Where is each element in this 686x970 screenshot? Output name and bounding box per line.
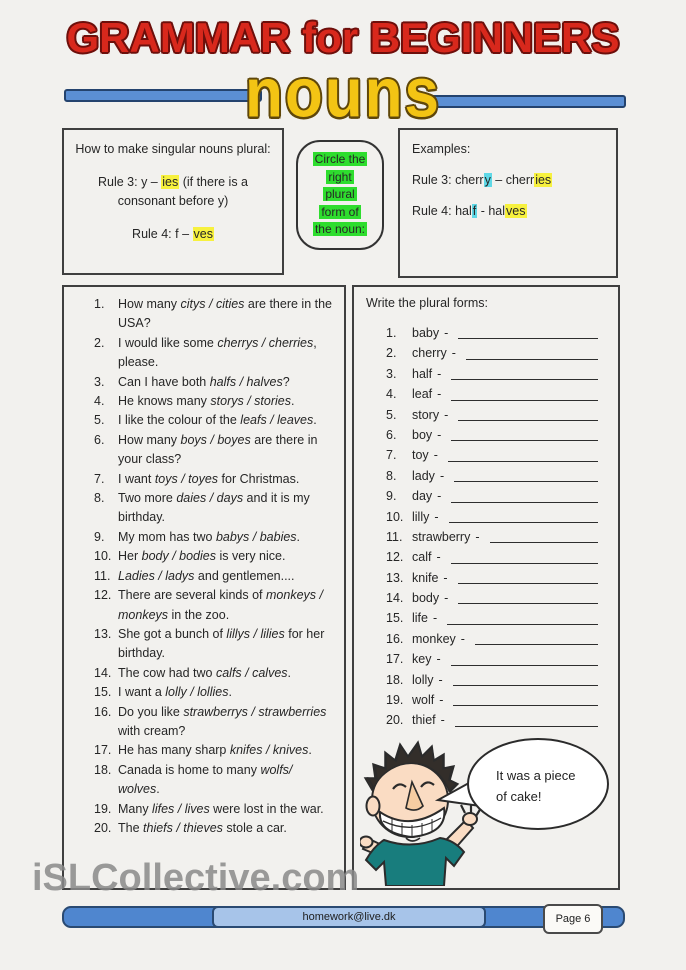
- item-after: for Christmas.: [218, 471, 300, 486]
- singular-word: lolly: [412, 672, 434, 687]
- item-number: 9.: [94, 529, 105, 544]
- item-after: .: [290, 394, 295, 409]
- dash-separator: -: [475, 529, 480, 544]
- exercise2-item: [386, 710, 606, 730]
- item-number: 2.: [94, 335, 105, 350]
- item-text: [118, 664, 291, 683]
- choice-pair: leafs / leaves: [240, 413, 314, 428]
- dash-separator: -: [444, 591, 449, 606]
- answer-blank: [447, 624, 598, 625]
- item-text: [118, 528, 300, 547]
- singular-word: toy: [412, 448, 429, 463]
- dash-separator: -: [432, 611, 438, 626]
- item-number: 12.: [94, 588, 112, 603]
- choice-pair: toys / toyes: [154, 471, 219, 486]
- item-text: [118, 761, 336, 800]
- answer-blank: [451, 563, 598, 564]
- item-number: 12.: [386, 550, 404, 565]
- exercise2-item: [386, 384, 606, 404]
- instruction-text: right: [328, 169, 352, 184]
- exercise1-item: [94, 703, 336, 742]
- singular-word: life: [412, 611, 428, 626]
- choice-pair: strawberrys / strawberries: [183, 704, 327, 719]
- answer-blank: [458, 603, 598, 604]
- instruction-text: form of: [321, 204, 359, 219]
- item-number: 7.: [94, 471, 105, 486]
- item-text: [118, 800, 324, 819]
- dash-separator: -: [439, 693, 444, 708]
- item-after: and it is my birthday.: [118, 491, 310, 525]
- choice-pair: thiefs / thieves: [143, 820, 223, 835]
- page-title: GRAMMAR for BEGINNERS: [66, 14, 620, 61]
- item-number: 17.: [94, 743, 112, 758]
- singular-word: body: [412, 591, 440, 606]
- item-after: and gentlemen....: [194, 568, 295, 583]
- answer-blank: [458, 583, 598, 584]
- answer-blank: [451, 502, 598, 503]
- choice-pair: lifes / lives: [152, 801, 210, 816]
- choice-pair: calfs / calves: [215, 665, 288, 680]
- item-number: 5.: [386, 407, 397, 422]
- exercise2-item: [386, 629, 606, 649]
- item-text: [118, 392, 294, 411]
- exercise2-item: [386, 445, 606, 465]
- example3-yellow: ies: [535, 173, 552, 187]
- item-after: ?: [282, 374, 290, 389]
- answer-blank: [490, 542, 598, 543]
- choice-pair: body / bodies: [141, 549, 216, 564]
- item-number: 20.: [386, 713, 404, 728]
- exercise1-item: [94, 547, 336, 566]
- exercise2-item: [386, 486, 606, 506]
- item-text: [118, 683, 232, 702]
- item-number: 8.: [386, 468, 397, 483]
- dash-separator: -: [460, 631, 465, 646]
- answer-blank: [453, 705, 598, 706]
- exercise1-item: [94, 761, 336, 800]
- singular-word: key: [412, 652, 432, 667]
- dash-separator: -: [434, 509, 439, 524]
- exercise1-item: [94, 470, 336, 489]
- answer-blank: [453, 685, 598, 686]
- choice-pair: boys / boyes: [180, 432, 251, 447]
- footer-email: homework@live.dk: [212, 906, 486, 928]
- dash-separator: -: [440, 713, 445, 728]
- item-after: in the zoo.: [168, 607, 230, 622]
- item-before: I like the colour of the: [118, 413, 241, 428]
- answer-blank: [448, 461, 598, 462]
- singular-word: cherry: [412, 346, 447, 361]
- example4-mid: - hal: [477, 204, 506, 218]
- item-number: 18.: [386, 672, 404, 687]
- answer-blank: [458, 338, 598, 339]
- item-number: 10.: [94, 549, 112, 564]
- choice-pair: wolfs/ wolves: [118, 762, 293, 797]
- item-before: Many: [118, 801, 153, 816]
- item-text: [118, 411, 317, 430]
- exercise1-item: [94, 741, 336, 760]
- exercise1-item: [94, 800, 336, 819]
- item-after: .: [296, 529, 301, 544]
- item-text: [118, 741, 312, 760]
- exercise2-list: [366, 323, 606, 731]
- item-number: 8.: [94, 491, 105, 506]
- instruction-line: [298, 169, 382, 187]
- item-before: Can I have both: [118, 374, 210, 389]
- exercise2-item: [386, 588, 606, 608]
- dash-separator: -: [444, 407, 449, 422]
- rule3-line: [72, 173, 274, 211]
- item-after: .: [308, 743, 312, 758]
- item-after: are there in your class?: [118, 432, 318, 467]
- item-text: [118, 547, 285, 566]
- dash-separator: -: [437, 366, 442, 381]
- instruction-line: [298, 151, 382, 169]
- item-after: .: [228, 685, 232, 700]
- speech-line2: of cake!: [496, 789, 542, 804]
- exercise2-item: [386, 466, 606, 486]
- instruction-line: [298, 221, 382, 239]
- example4-cyan: f: [472, 204, 477, 218]
- item-number: 15.: [94, 685, 112, 700]
- dash-separator: -: [444, 325, 449, 340]
- item-before: Her: [118, 549, 142, 564]
- instruction-text: the noun:: [314, 222, 366, 236]
- item-text: [118, 431, 336, 470]
- exercise1-item: [94, 373, 336, 392]
- exercise1-item: [94, 392, 336, 411]
- answer-blank: [451, 665, 598, 666]
- item-after: .: [287, 665, 292, 680]
- choice-pair: Ladies / ladys: [118, 568, 195, 583]
- page-number-badge: Page 6: [543, 904, 603, 934]
- choice-pair: halfs / halves: [209, 374, 283, 389]
- example3-mid: – cherr: [491, 173, 535, 187]
- exercise1-item: [94, 528, 336, 547]
- singular-word: lilly: [412, 509, 430, 524]
- item-before: There are several kinds of: [118, 588, 266, 603]
- answer-blank: [454, 481, 598, 482]
- exercise1-item: [94, 411, 336, 430]
- dash-separator: -: [436, 550, 441, 565]
- rule3-highlight: ies: [162, 175, 179, 189]
- item-number: 13.: [94, 626, 112, 641]
- item-text: [118, 819, 287, 838]
- item-number: 4.: [94, 394, 105, 409]
- singular-word: strawberry: [412, 529, 471, 544]
- item-number: 20.: [94, 820, 112, 835]
- item-text: [118, 295, 336, 334]
- exercise2-item: [386, 608, 606, 628]
- exercise2-item: [386, 364, 606, 384]
- dash-separator: -: [437, 489, 442, 504]
- item-text: [118, 334, 336, 373]
- example-rule4: [412, 204, 604, 218]
- example4-pre: Rule 4: hal: [412, 204, 472, 218]
- item-number: 3.: [94, 374, 105, 389]
- choice-pair: lolly / lollies: [165, 685, 229, 700]
- exercise1-item: [94, 625, 336, 664]
- item-after: , please.: [118, 335, 317, 370]
- singular-word: wolf: [412, 693, 435, 708]
- answer-blank: [458, 420, 598, 421]
- answer-blank: [475, 644, 598, 645]
- rule3-pre: Rule 3: y –: [98, 175, 162, 189]
- instruction-line: [298, 186, 382, 204]
- singular-word: calf: [412, 550, 432, 565]
- speech-line1: It was a piece: [496, 768, 576, 783]
- choice-pair: storys / stories: [210, 394, 291, 409]
- exercise2-item: [386, 649, 606, 669]
- choice-pair: cherrys / cherries: [217, 335, 314, 350]
- exercise2-item: [386, 405, 606, 425]
- examples-box: [398, 128, 618, 278]
- exercise2-item: [386, 568, 606, 588]
- dash-separator: -: [436, 652, 441, 667]
- item-text: [118, 489, 336, 528]
- exercise2-item: [386, 425, 606, 445]
- answer-blank: [451, 379, 598, 380]
- exercise1-item: [94, 664, 336, 683]
- singular-word: monkey: [412, 631, 456, 646]
- item-number: 16.: [94, 704, 112, 719]
- examples-heading: Examples:: [412, 142, 471, 156]
- choice-pair: lillys / lilies: [226, 626, 285, 641]
- singular-word: leaf: [412, 387, 433, 402]
- item-number: 7.: [386, 448, 397, 463]
- dash-separator: -: [438, 672, 443, 687]
- dash-separator: -: [437, 387, 442, 402]
- exercise2-item: [386, 527, 606, 547]
- singular-word: baby: [412, 325, 440, 340]
- exercise2-item: [386, 547, 606, 567]
- dash-separator: -: [433, 448, 438, 463]
- instruction-text: plural: [325, 187, 355, 201]
- instruction-text: Circle the: [314, 152, 366, 166]
- rule4-pre: Rule 4: f –: [132, 227, 193, 241]
- instruction-box: [296, 140, 384, 250]
- exercise2-item: [386, 690, 606, 710]
- answer-blank: [455, 726, 598, 727]
- footer-bar: [62, 906, 625, 928]
- dash-separator: -: [451, 346, 456, 361]
- rule4-highlight: ves: [193, 227, 213, 241]
- item-after: .: [313, 413, 317, 428]
- item-before: Canada is home to many: [118, 762, 261, 777]
- choice-pair: babys / babies: [215, 529, 297, 544]
- example3-cyan: y: [484, 173, 491, 187]
- rules-heading: How to make singular nouns plural:: [75, 142, 271, 156]
- choice-pair: monkeys / monkeys: [118, 588, 323, 622]
- item-text: [118, 625, 336, 664]
- exercise2-item: [386, 343, 606, 363]
- item-number: 1.: [386, 325, 397, 340]
- item-before: He has many sharp: [118, 743, 230, 758]
- item-text: [118, 567, 295, 586]
- exercise-circle-plural: [62, 285, 346, 890]
- answer-blank: [451, 440, 598, 441]
- answer-blank: [466, 359, 598, 360]
- dash-separator: -: [439, 468, 445, 483]
- item-before: How many: [118, 432, 181, 447]
- item-number: 19.: [94, 801, 112, 816]
- item-before: I want: [118, 471, 155, 486]
- singular-word: boy: [412, 427, 433, 442]
- exercise2-item: [386, 323, 606, 343]
- choice-pair: knifes / knives: [229, 743, 309, 758]
- item-before: I would like some: [118, 335, 218, 350]
- exercise1-item: [94, 334, 336, 373]
- exercise2-heading: Write the plural forms:: [366, 296, 489, 310]
- exercise1-item: [94, 295, 336, 334]
- dash-separator: -: [437, 427, 442, 442]
- exercise1-item: [94, 683, 336, 702]
- item-before: Two more: [118, 491, 177, 506]
- choice-pair: daies / days: [176, 491, 244, 506]
- exercise1-item: [94, 819, 336, 838]
- item-after: were lost in the war.: [209, 801, 324, 816]
- item-number: 16.: [386, 631, 404, 646]
- item-before: My mom has two: [118, 529, 216, 544]
- item-number: 11.: [94, 568, 111, 583]
- singular-word: day: [412, 489, 433, 504]
- item-after: with cream?: [118, 723, 186, 738]
- item-number: 13.: [386, 570, 404, 585]
- exercise1-item: [94, 489, 336, 528]
- singular-word: lady: [412, 468, 435, 483]
- item-number: 2.: [386, 346, 397, 361]
- rules-box: [62, 128, 284, 275]
- item-number: 1.: [94, 297, 105, 311]
- item-after: are there in the USA?: [118, 297, 332, 331]
- item-number: 5.: [94, 413, 105, 428]
- item-text: [118, 470, 299, 489]
- item-number: 14.: [386, 591, 404, 606]
- exercise1-item: [94, 567, 336, 586]
- rule3-post: (if there is a consonant before y): [117, 175, 248, 208]
- item-number: 18.: [94, 762, 112, 777]
- item-after: is very nice.: [215, 549, 286, 564]
- item-before: The cow had two: [118, 665, 216, 680]
- item-before: He knows many: [118, 394, 211, 409]
- item-number: 6.: [94, 432, 105, 447]
- answer-blank: [449, 522, 598, 523]
- singular-word: thief: [412, 713, 436, 728]
- item-before: I want a: [118, 685, 166, 700]
- item-number: 14.: [94, 665, 112, 680]
- item-number: 6.: [386, 427, 397, 442]
- item-before: The: [118, 820, 144, 835]
- item-number: 15.: [386, 611, 404, 626]
- example4-yellow: ves: [506, 204, 526, 218]
- exercise-write-plurals: [352, 285, 620, 890]
- singular-word: story: [412, 407, 440, 422]
- item-after: for her birthday.: [118, 626, 325, 661]
- item-number: 17.: [386, 652, 404, 667]
- item-number: 11.: [386, 529, 403, 544]
- exercise1-item: [94, 431, 336, 470]
- exercise2-item: [386, 670, 606, 690]
- item-after: .: [156, 782, 160, 797]
- dash-separator: -: [443, 570, 448, 585]
- cartoon-boy-illustration: [360, 734, 612, 886]
- item-text: [118, 373, 290, 392]
- watermark: iSLCollective.com: [32, 857, 360, 899]
- instruction-line: [298, 204, 382, 222]
- example-rule3: [412, 173, 604, 187]
- cartoon-svg: [360, 734, 612, 886]
- page-subtitle: nouns: [245, 55, 441, 133]
- item-number: 9.: [386, 489, 397, 504]
- item-number: 3.: [386, 366, 397, 381]
- item-before: Do you like: [118, 704, 184, 719]
- item-before: How many: [118, 297, 181, 311]
- item-after: stole a car.: [222, 820, 287, 835]
- answer-blank: [451, 400, 598, 401]
- item-before: She got a bunch of: [118, 626, 227, 641]
- rule4-line: [72, 225, 274, 244]
- exercise2-item: [386, 507, 606, 527]
- item-text: [118, 586, 336, 625]
- item-number: 19.: [386, 693, 404, 708]
- singular-word: half: [412, 366, 433, 381]
- exercise1-item: [94, 586, 336, 625]
- item-number: 10.: [386, 509, 404, 524]
- item-number: 4.: [386, 387, 397, 402]
- cartoon-boy: [360, 742, 481, 886]
- example3-pre: Rule 3: cherr: [412, 173, 484, 187]
- singular-word: knife: [412, 570, 439, 585]
- choice-pair: citys / cities: [180, 297, 245, 311]
- item-text: [118, 703, 336, 742]
